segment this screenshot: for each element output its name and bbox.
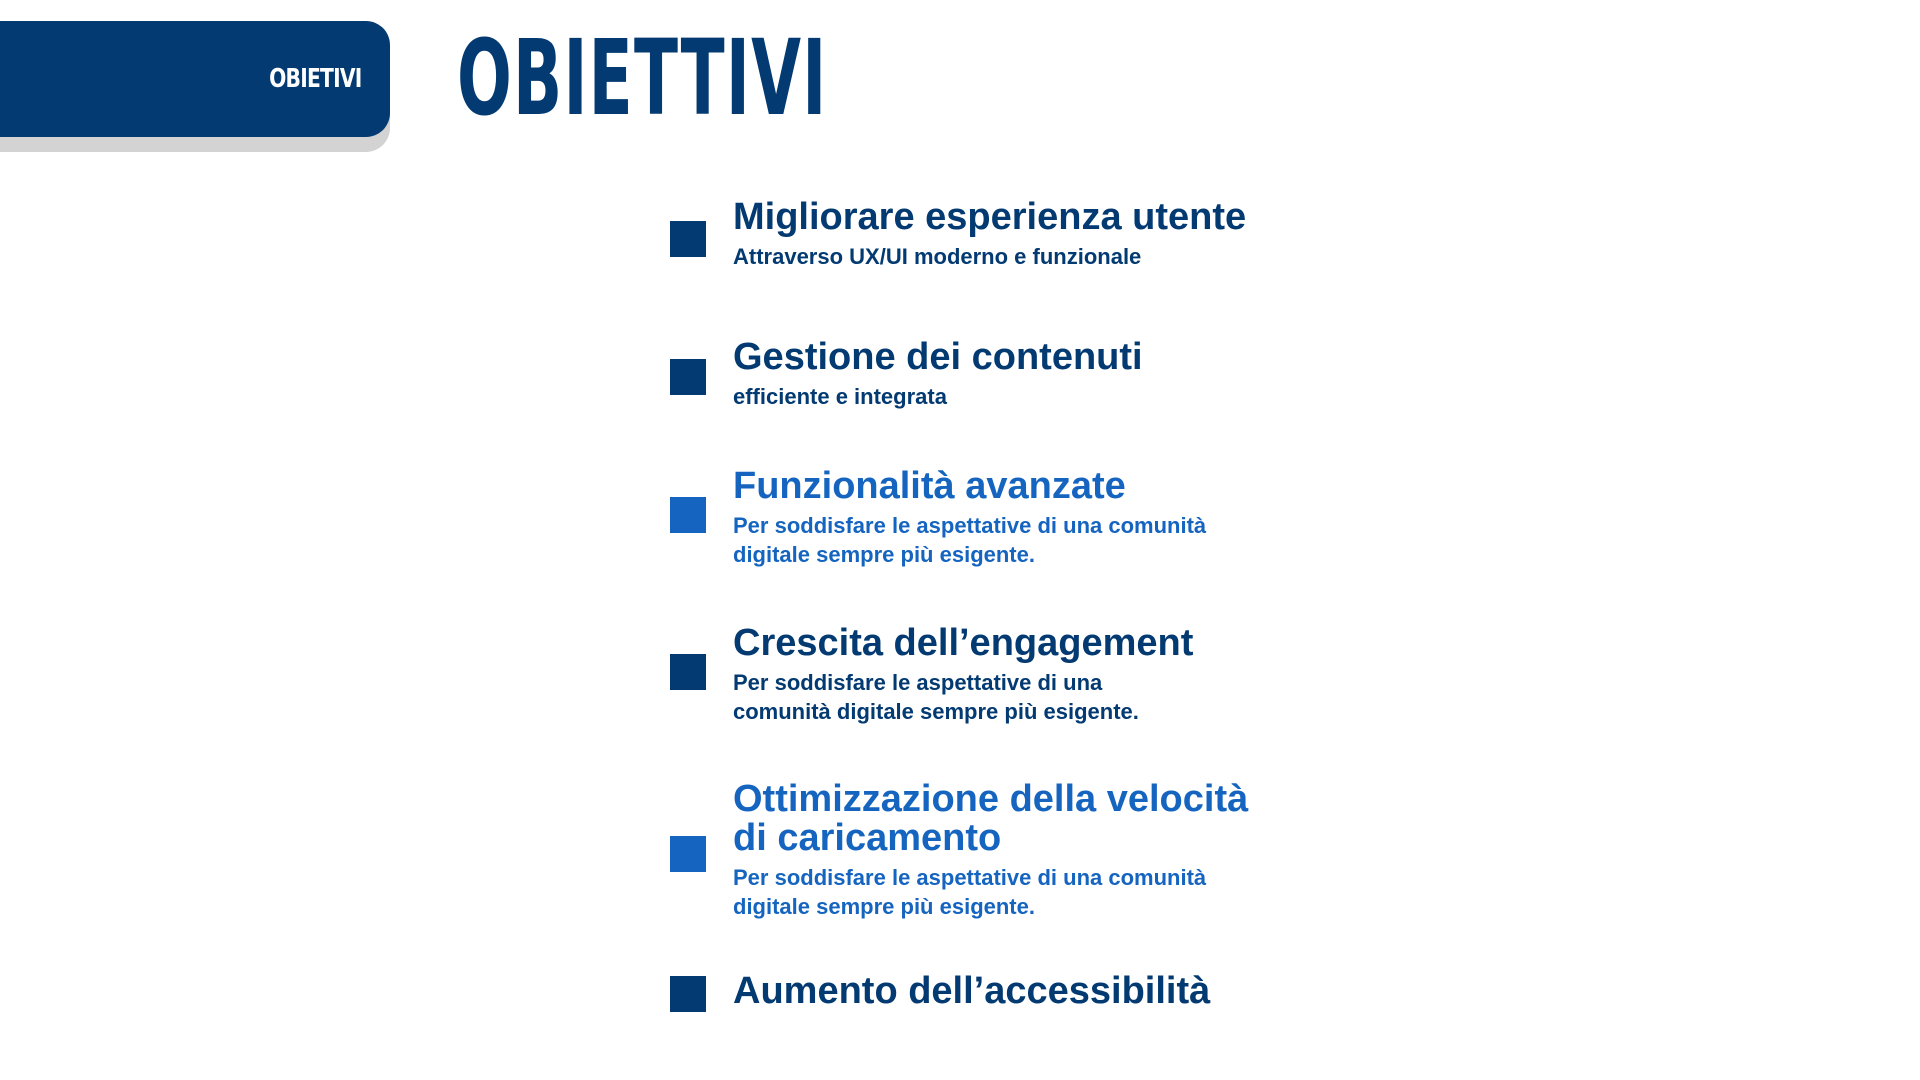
objective-title: Gestione dei contenuti	[733, 336, 1143, 378]
square-bullet-icon	[670, 836, 706, 872]
objective-title: Crescita dell’engagement	[733, 622, 1194, 664]
objective-description: Per soddisfare le aspettative di una comunità digitale sempre più esigente.	[733, 513, 1207, 567]
objective-description	[733, 668, 1293, 726]
section-tab-label: OBIETIVI	[269, 64, 362, 94]
objective-description-line: comunità digitale sempre più esigente.	[733, 699, 1139, 724]
objective-description: Per soddisfare le aspettative di una comunità digitale sempre più esigente.	[733, 865, 1207, 919]
square-bullet-icon	[670, 359, 706, 395]
square-bullet-icon	[670, 221, 706, 257]
square-bullet-icon	[670, 976, 706, 1012]
square-bullet-icon	[670, 497, 706, 533]
objective-description: Attraverso UX/UI moderno e funzionale	[733, 244, 1142, 269]
objective-title: Funzionalità avanzate	[733, 465, 1126, 507]
square-bullet-icon	[670, 654, 706, 690]
objective-title: Aumento dell’accessibilità	[733, 970, 1211, 1012]
objective-description: efficiente e integrata	[733, 384, 947, 409]
objective-title: Migliorare esperienza utente	[733, 196, 1247, 238]
objective-title	[733, 780, 1253, 858]
objective-description-line: Per soddisfare le aspettative di una	[733, 670, 1103, 695]
objective-title-line: di caricamento	[733, 817, 1002, 859]
section-tab	[0, 21, 390, 137]
page-title: OBIETTIVI	[457, 17, 828, 139]
objective-title-line: Ottimizzazione della velocità	[733, 778, 1249, 820]
